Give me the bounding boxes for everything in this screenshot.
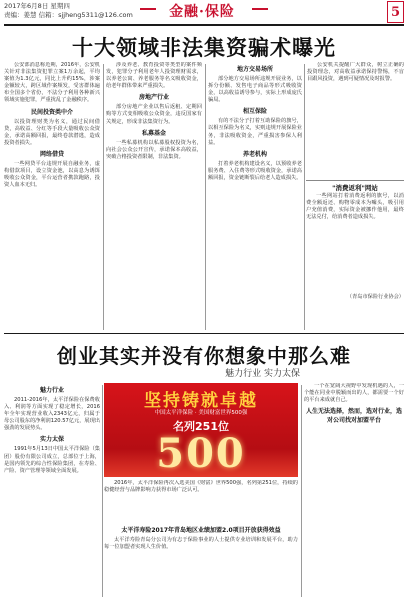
byline: （青岛市保险行业协会）: [346, 294, 404, 300]
article-2-column-left: [4, 383, 100, 597]
column-rule: [301, 385, 302, 597]
article-1-column-4: [307, 62, 404, 178]
column-rule: [205, 64, 206, 330]
editor-contact: 责编：姜慧 信箱：sjjheng5311@126.com: [4, 11, 133, 19]
subheading: 实力太保: [39, 436, 64, 444]
paragraph: 一些私募机构以私募股权投资为名，向社会公众公开宣传，承诺保本高收益，突破合格投资者限制，非法集资。: [106, 139, 202, 160]
column-rule: [102, 385, 103, 597]
sidebar-box-body: [306, 193, 404, 221]
article-1-byline-area: [307, 292, 404, 330]
header-rule: [4, 24, 404, 26]
article-1-column-2: [106, 62, 202, 330]
subheading: 网络借贷: [39, 150, 64, 158]
paragraph: 公安部消息称近期，2016年，公安机关针对非法集资犯罪立案1万余起，平均案值为1.3亿元，同比上升约15%，涉案金额较大，跨区域作案频发，受害群体遍布全国多个省份，不法分子利用各种新兴领域实施犯罪，严重扰乱了金融秩序。: [4, 62, 100, 104]
subheading: 人生无法选择，然而，选对行业，选对公司找对加盟平台: [305, 408, 402, 425]
subheading: 太平洋寿险2017年青岛地区业绩加盟2.0项目开放获得效益: [121, 527, 281, 534]
paragraph: 以投资理财类为名义，通过民间借贷，高收益、分红等手段大量吸收公众资金，承诺高额回报，最终卷款潜逃，造成投资者损失。: [4, 118, 100, 146]
paragraph: 部分房地产企业以售后返租、定期回购等方式变相吸收公众资金，违反国家有关规定，形成非法集资行为。: [106, 104, 202, 125]
paragraph: 涉及养老、教育投资等类型的案件频发，犯罪分子利用老年人投资理财需求，以养老公寓、养老服务等名义吸收资金，给老年群体带来严重损失。: [106, 62, 202, 90]
subheading: 地方交易场所: [236, 66, 273, 73]
paragraph: 2011-2016年，太平洋保险在保费收入、利润等方面实现了稳定增长，2016年全年实现营业收入2343亿元，归属于母公司股东的净利润120.57亿元，展现出强劲的发展势头。: [4, 397, 100, 432]
article-2-column-middle: [104, 523, 298, 597]
promo-image-rank: 名列251位: [173, 420, 229, 433]
page-number: 5: [390, 4, 401, 20]
section-banner: [160, 2, 244, 19]
headline-2: 创业其实并没有你想象中那么难: [57, 344, 351, 368]
article-2-column-right: [304, 383, 404, 597]
paragraph: 部分地方交易场所违规开展业务，以拆分份额、发售电子商品等形式吸收资金，以高收益诱导参与，实际上形成庞氏骗局。: [208, 76, 302, 104]
image-caption: [104, 480, 298, 520]
issue-date: 2017年6月8日 星期四: [4, 2, 70, 10]
subheading: 私募基金: [141, 129, 166, 137]
subheading: 房地产行业: [138, 94, 169, 102]
article-1-column-1: [4, 62, 100, 330]
promo-image-subtitle: 中国太平洋保险 · 美国财富世界500强: [154, 410, 248, 416]
paragraph: 有的不法分子打着互助保险的旗号，以相互保险为名义，实则违规开展保险业务，非法吸收资金，严重损害参保人利益。: [208, 118, 302, 146]
paragraph: 一个在宽阔大视野中发现机遇的人，一个能在同业中脱颖而出的人，都需要一个好的平台来成就自己。: [304, 383, 404, 404]
promo-image-title: 坚持铸就卓越: [144, 391, 258, 411]
headline-1: 十大领域非法集资骗术曝光: [72, 35, 336, 60]
subheading: 相互保险: [242, 108, 267, 116]
section-decoration-right: [252, 8, 268, 10]
column-rule: [103, 64, 104, 330]
paragraph: 公安机关提醒广大群众，树立正确的投资理念，对高收益承诺保持警惕，不盲目跟风投资，遇到可疑情况及时报警。: [307, 62, 404, 83]
paragraph: 一些网站打着消费返利的旗号，以消费全额返还、购物零成本为噱头，吸引用户充值消费，实际资金被挪作他用，最终无法兑付，给消费者造成损失。: [306, 193, 404, 221]
promo-image-number: 500: [156, 430, 246, 477]
paragraph: 2016年，太平洋保险再次入选美国《财富》世界500强，名列第251位，持续的稳健经营与品牌影响力获得市场广泛认可。: [104, 480, 298, 494]
paragraph: 1991年5月13日中国太平洋保险（集团）股份有限公司成立，总部位于上海，是国内领先的综合性保险集团，在寿险、产险、资产管理等领域全面发展。: [4, 446, 100, 474]
section-name: 金融·保险: [169, 3, 235, 20]
section-decoration-left: [140, 8, 156, 10]
sidebar-box: [306, 180, 404, 289]
column-rule: [304, 64, 305, 330]
promo-image: [104, 383, 298, 477]
subheading: 养老机构: [242, 150, 267, 158]
subheading: 民间投资类中介: [30, 108, 73, 116]
article-divider: [4, 333, 404, 334]
paragraph: 打着养老机构建设名义，以预收养老服务费、入住费等形式吸收资金，承诺高额回报，资金链断裂后给老人造成损失。: [208, 160, 302, 181]
page-header: [0, 0, 408, 30]
paragraph: 太平洋寿险青岛分公司为有志于保险事业的人士提供专业培训和发展平台，助力每一位加盟者实现人生价值。: [104, 537, 298, 551]
page-number-box: [387, 1, 404, 23]
subheadline-2: 魅力行业 实力太保: [225, 369, 300, 379]
paragraph: 一些网贷平台违规开展自融业务，虚构借款项目，设立资金池，以高息为诱饵吸收公众资金，平台运营者携款跑路，投资人血本无归。: [4, 160, 100, 189]
article-1-column-3: [208, 62, 302, 330]
subheading: 魅力行业: [39, 387, 64, 394]
sidebar-box-title: "消费返利"网站: [332, 184, 378, 192]
